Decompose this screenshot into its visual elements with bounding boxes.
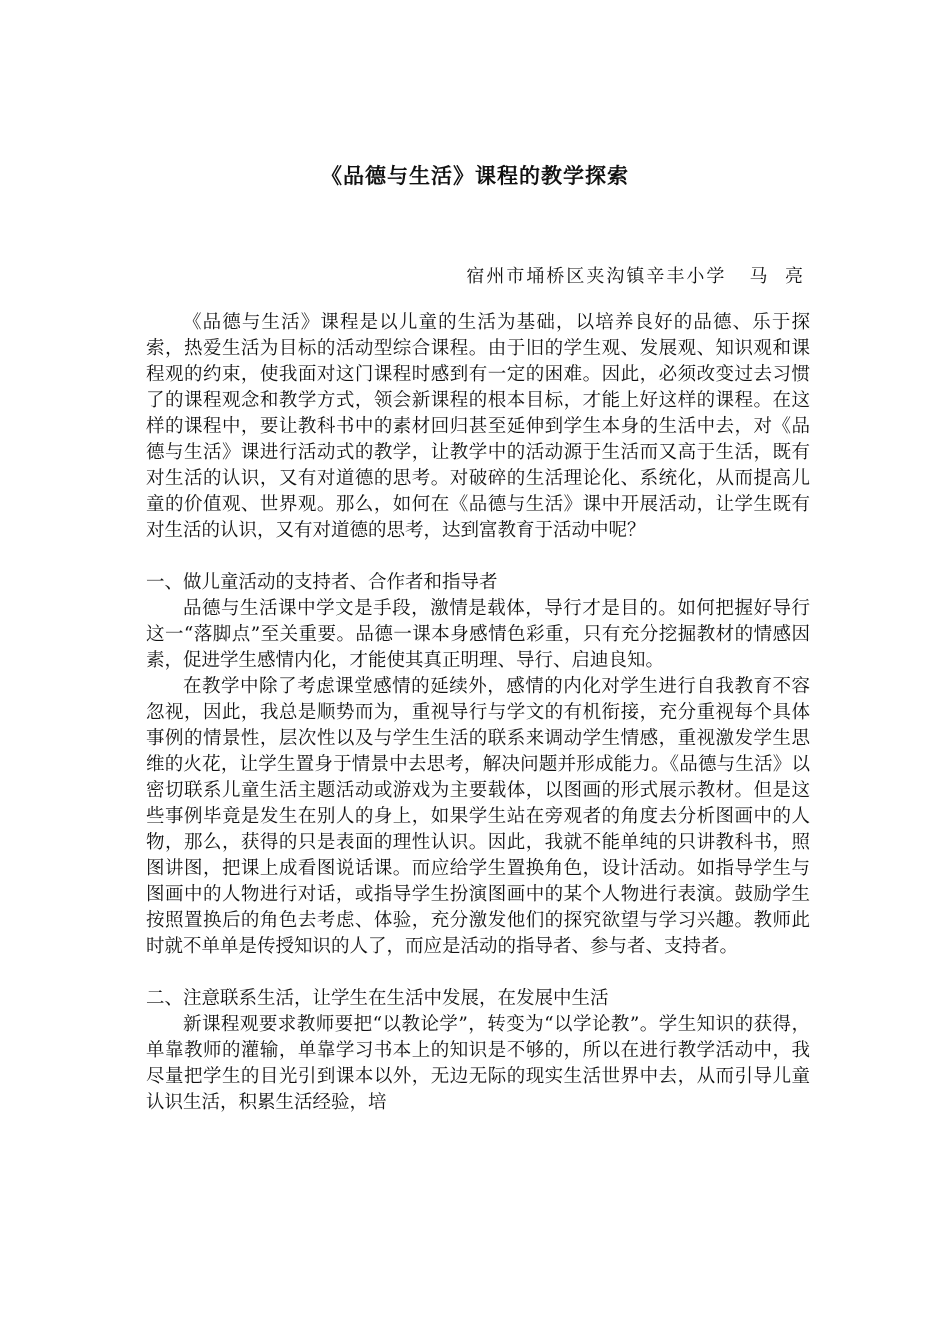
- paragraph-spacer: [146, 960, 810, 986]
- document-title: 《品德与生活》课程的教学探索: [321, 163, 629, 188]
- body-paragraph: 在教学中除了考虑课堂感情的延续外，感情的内化对学生进行自我教育不容忽视，因此，我总是顺势而为，重视导行与学文的有机衔接，充分重视每个具体事例的情景性，层次性以及与学生生活的联系来调动学生情感，重视激发学生思维的火花，让学生置身于情景中去思考，解决问题并形成能力。《品德与生活》以密切联系儿童生活主题活动或游戏为主要载体，以图画的形式展示教材。但是这些事例毕竟是发生在别人的身上，如果学生站在旁观者的角度去分析图画中的人物，那么，获得的只是表面的理性认识。因此，我就不能单纯的只讲教科书，照图讲图，把课上成看图说话课。而应给学生置换角色，设计活动。如指导学生与图画中的人物进行对话，或指导学生扮演图画中的某个人物进行表演。鼓励学生按照置换后的角色去考虑、体验，充分激发他们的探究欲望与学习兴趣。教师此时就不单单是传授知识的人了，而应是活动的指导者、参与者、支持者。: [146, 676, 810, 957]
- body-paragraph: 新课程观要求教师要把“以教论学”，转变为“以学论教”。学生知识的获得，单靠教师的灌输，单靠学习书本上的知识是不够的，所以在进行教学活动中，我尽量把学生的目光引到课本以外，无边无际的现实生活世界中去，从而引导儿童认识生活，积累生活经验，培: [146, 1014, 810, 1113]
- intro-paragraph: 《品德与生活》课程是以儿童的生活为基础，以培养良好的品德、乐于探索，热爱生活为目标的活动型综合课程。由于旧的学生观、发展观、知识观和课程观的约束，使我面对这门课程时感到有一定的困难。因此，必须改变过去习惯了的课程观念和教学方式，领会新课程的根本目标，才能上好这样的课程。在这样的课程中，要让教科书中的素材回归甚至延伸到学生本身的生活中去，对《品德与生活》课进行活动式的教学，让教学中的活动源于生活而又高于生活，既有对生活的认识，又有对道德的思考。对破碎的生活理论化、系统化，从而提高儿童的价值观、世界观。那么，如何在《品德与生活》课中开展活动，让学生既有对生活的认识，又有对道德的思考，达到富教育于活动中呢？: [146, 312, 810, 541]
- body-paragraph: 品德与生活课中学文是手段，激情是载体，导行才是目的。如何把握好导行这一“落脚点”至关重要。品德一课本身感情色彩重，只有充分挖掘教材的情感因素，促进学生感情内化，才能使其真正明理、导行、启迪良知。: [146, 598, 810, 671]
- author-byline: 宿州市埇桥区夹沟镇辛丰小学 马 亮: [466, 266, 805, 287]
- section-heading: 一、做儿童活动的支持者、合作者和指导者: [146, 572, 498, 593]
- section-heading: 二、注意联系生活，让学生在生活中发展，在发展中生活: [146, 988, 609, 1009]
- document-body: [146, 310, 810, 1116]
- paragraph-spacer: [146, 544, 810, 570]
